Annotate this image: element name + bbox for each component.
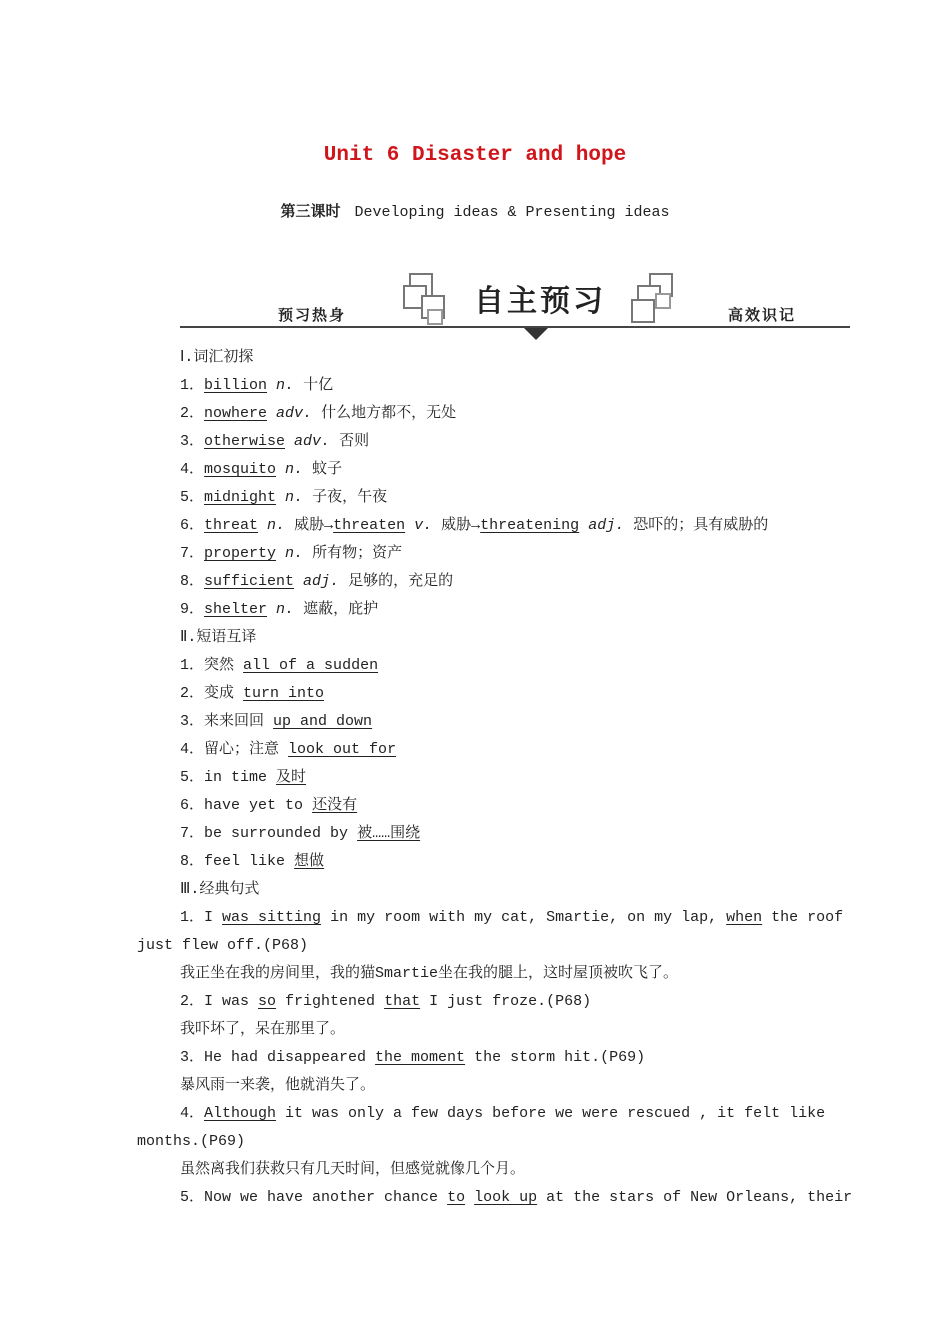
vocab-item: 5．midnight n. 子夜，午夜	[180, 489, 388, 506]
sentence-continuation: just flew off.(P68)	[137, 937, 309, 954]
sentence-continuation: months.(P69)	[137, 1133, 246, 1150]
sentence-translation: 虽然离我们获救只有几天时间，但感觉就像几个月。	[180, 1161, 526, 1178]
banner-left-text: 预习热身	[278, 306, 347, 324]
vocab-item: 3．otherwise adv. 否则	[180, 433, 370, 450]
lesson-subtitle	[0, 200, 950, 221]
vocab-item: 4．mosquito n. 蚊子	[180, 461, 343, 478]
sentence-translation: 我吓坏了，呆在那里了。	[180, 1021, 346, 1038]
phrase-item: 8．feel like 想做	[180, 853, 325, 870]
section-heading: Ⅱ.短语互译	[180, 629, 257, 646]
phrase-item: 1．突然 all of a sudden	[180, 657, 379, 674]
squares-decoration-right-icon	[630, 270, 680, 328]
section-heading: Ⅰ.词汇初探	[180, 349, 254, 366]
vocab-item: 8．sufficient adj. 足够的，充足的	[180, 573, 454, 590]
vocab-item: 7．property n. 所有物；资产	[180, 545, 403, 562]
banner-divider	[180, 326, 850, 328]
section-banner	[180, 268, 850, 344]
phrase-item: 5．in time 及时	[180, 769, 307, 786]
phrase-item: 6．have yet to 还没有	[180, 797, 358, 814]
phrase-item: 2．变成 turn into	[180, 685, 325, 702]
vocab-item: 9．shelter n. 遮蔽，庇护	[180, 601, 379, 618]
banner-main-text: 自主预习	[474, 284, 606, 319]
banner-right-text: 高效识记	[728, 306, 797, 324]
vocab-item: 2．nowhere adv. 什么地方都不，无处	[180, 405, 457, 422]
sentence-item: 5．Now we have another chance to look up at the stars of New Orleans, their	[180, 1189, 853, 1206]
phrase-item: 7．be surrounded by 被……围绕	[180, 825, 421, 842]
sentence-item: 4．Although it was only a few days before we were rescued , it felt like	[180, 1105, 826, 1122]
vocab-item: 6．threat n. 威胁→threaten v. 威胁→threatening adj. 恐吓的；具有威胁的	[180, 517, 769, 534]
phrase-item: 4．留心；注意 look out for	[180, 741, 397, 758]
phrase-item: 3．来来回回 up and down	[180, 713, 373, 730]
banner-arrow-icon	[524, 328, 548, 340]
lesson-number: 第三课时	[280, 202, 341, 220]
sentence-translation: 暴风雨一来袭，他就消失了。	[180, 1077, 376, 1094]
page-title: Unit 6 Disaster and hope	[323, 144, 627, 167]
lesson-topic: Developing ideas & Presenting ideas	[354, 204, 670, 221]
section-heading: Ⅲ.经典句式	[180, 881, 260, 898]
vocab-item: 1．billion n. 十亿	[180, 377, 334, 394]
sentence-item: 3．He had disappeared the moment the storm hit.(P69)	[180, 1049, 646, 1066]
sentence-item: 2．I was so frightened that I just froze.(P68)	[180, 993, 592, 1010]
sentence-translation: 我正坐在我的房间里，我的猫Smartie坐在我的腿上，这时屋顶被吹飞了。	[180, 965, 679, 982]
sentence-item: 1．I was sitting in my room with my cat, Smartie, on my lap, when the roof	[180, 909, 844, 926]
squares-decoration-left-icon	[402, 270, 452, 328]
